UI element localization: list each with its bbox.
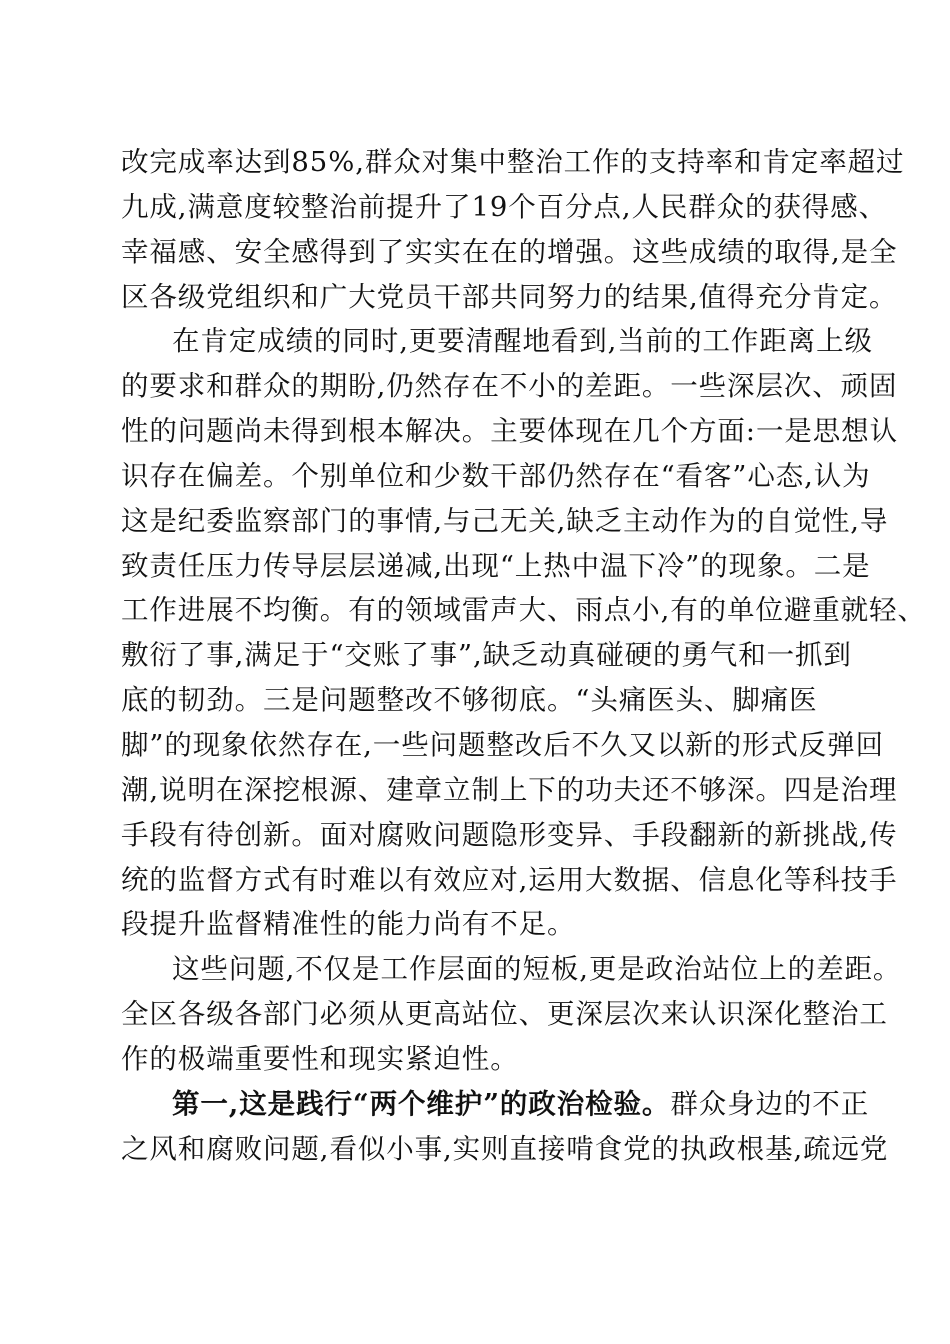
text-line: 统的监督方式有时难以有效应对,运用大数据、信息化等科技手 (121, 863, 898, 896)
text-line: 手段有待创新。面对腐败问题隐形变异、手段翻新的新挑战,传 (121, 818, 898, 851)
text-fragment: 群众身边的不正 (670, 1087, 870, 1120)
text-line: 作的极端重要性和现实紧迫性。 (121, 1042, 519, 1075)
text-line: 潮,说明在深挖根源、建章立制上下的功夫还不够深。四是治理 (121, 773, 898, 806)
text-line: 敷衍了事,满足于“交账了事”,缺乏动真碰硬的勇气和一抓到 (121, 639, 852, 672)
text-line: 改完成率达到85%,群众对集中整治工作的支持率和肯定率超过 (121, 146, 905, 178)
text-line: 性的问题尚未得到根本解决。主要体现在几个方面:一是思想认 (121, 415, 898, 448)
text-line: 九成,满意度较整治前提升了19个百分点,人民群众的获得感、 (121, 190, 888, 223)
text-line: 幸福感、安全感得到了实实在在的增强。这些成绩的取得,是全 (121, 235, 898, 268)
text-line: 这是纪委监察部门的事情,与己无关,缺乏主动作为的自觉性,导 (121, 504, 889, 537)
paragraph-start-line: 在肯定成绩的同时,更要清醒地看到,当前的工作距离上级 (172, 325, 873, 358)
text-line: 工作进展不均衡。有的领域雷声大、雨点小,有的单位避重就轻、 (121, 594, 926, 627)
text-line: 脚”的现象依然存在,一些问题整改后不久又以新的形式反弹回 (121, 728, 884, 761)
text-line: 段提升监督精准性的能力尚有不足。 (121, 908, 576, 941)
text-line: 的要求和群众的期盼,仍然存在不小的差距。一些深层次、顽固 (121, 370, 898, 403)
document-body (121, 140, 926, 1171)
paragraph-start-line (121, 1082, 870, 1127)
bold-heading: 第一,这是践行“两个维护”的政治检验。 (172, 1087, 671, 1120)
text-line: 之风和腐败问题,看似小事,实则直接啃食党的执政根基,疏远党 (121, 1132, 889, 1165)
text-line: 区各级党组织和广大党员干部共同努力的结果,值得充分肯定。 (121, 280, 898, 313)
text-line: 全区各级各部门必须从更高站位、更深层次来认识深化整治工 (121, 998, 888, 1031)
text-line: 致责任压力传导层层递减,出现“上热中温下冷”的现象。二是 (121, 549, 871, 582)
paragraph-start-line: 这些问题,不仅是工作层面的短板,更是政治站位上的差距。 (172, 953, 902, 986)
text-line: 识存在偏差。个别单位和少数干部仍然存在“看客”心态,认为 (121, 459, 871, 492)
text-line: 底的韧劲。三是问题整改不够彻底。“头痛医头、脚痛医 (121, 684, 818, 717)
